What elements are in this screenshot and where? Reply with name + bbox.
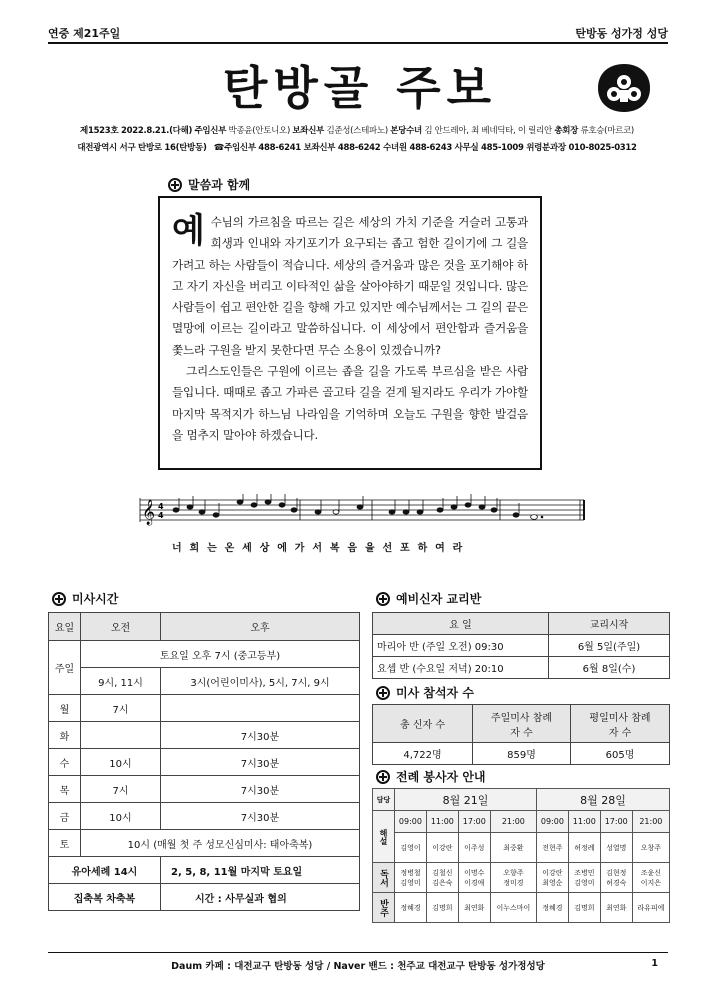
mass-col-pm: 오후 xyxy=(161,613,360,641)
drop-cap: 예 xyxy=(172,211,205,251)
time-1: 09:00 xyxy=(395,811,427,833)
organist-4: 이누스마이 xyxy=(490,893,536,923)
attendance-table xyxy=(372,704,670,765)
svg-text:𝄞: 𝄞 xyxy=(142,500,156,525)
president-name: 류호승(마르코) xyxy=(580,126,634,136)
footer-links: Daum 카페 : 대전교구 탄방동 성당 / Naver 밴드 : 천주교 대전교구 탄방동 성가정성당 xyxy=(171,961,545,972)
attendance-heading xyxy=(376,684,474,701)
att-col-sunday: 주일미사 참례자 수 xyxy=(473,705,571,743)
music-staff xyxy=(132,494,588,526)
commentator-1: 김영이 xyxy=(395,833,427,863)
att-sunday: 859명 xyxy=(473,743,571,765)
sister-names: 김 안드레아, 최 베네딕타, 이 릴리안 xyxy=(424,126,552,136)
prep-row2-start: 6월 8일(수) xyxy=(549,657,670,679)
issue-number: 제1523호 2022.8.21.(다해) xyxy=(80,126,193,136)
commentator-7: 성열명 xyxy=(600,833,632,863)
servers-date-2: 8월 28일 xyxy=(536,789,669,811)
address: 대전광역시 서구 탄방로 16(탄방동) xyxy=(77,143,207,153)
svg-text:4: 4 xyxy=(158,511,164,520)
friday-am: 10시 xyxy=(81,803,161,830)
mass-col-am: 오전 xyxy=(81,613,161,641)
commentator-4: 최중환 xyxy=(490,833,536,863)
lector-6: 조병민 김영미 xyxy=(568,863,600,893)
contact-info xyxy=(52,141,662,153)
prep-row1-start: 6월 5일(주일) xyxy=(549,635,670,657)
mass-col-day: 요일 xyxy=(49,613,81,641)
monday-pm xyxy=(161,695,360,722)
day-sunday: 주일 xyxy=(49,641,81,695)
page-number: 1 xyxy=(651,958,658,969)
day-wednesday: 수 xyxy=(49,749,81,776)
prep-col-start: 교리시작 xyxy=(549,613,670,635)
row-label-organist: 반주 xyxy=(373,893,395,923)
row-label-commentator: 해설 xyxy=(373,811,395,863)
time-8: 21:00 xyxy=(632,811,669,833)
infant-baptism-label: 유아세례 14시 xyxy=(49,857,161,884)
lector-4: 오향주 정미경 xyxy=(490,863,536,893)
tuesday-pm: 7시30분 xyxy=(161,722,360,749)
attendance-heading-text: 미사 참석자 수 xyxy=(396,686,474,700)
friday-pm: 7시30분 xyxy=(161,803,360,830)
lector-7: 김현정 허경숙 xyxy=(600,863,632,893)
thursday-pm: 7시30분 xyxy=(161,776,360,803)
servers-table xyxy=(372,788,670,923)
monday-am: 7시 xyxy=(81,695,161,722)
saturday-am: 10시 (매월 첫 주 성모신심미사: 태아축복) xyxy=(81,830,360,857)
lector-2: 김철신 김은숙 xyxy=(426,863,458,893)
reflection-paragraph-2: 그리스도인들은 구원에 이르는 좁을 길을 가도록 부르심을 받은 사람들입니다. 때때로 좁고 가파른 골고타 길을 걷게 될지라도 우리가 가야할 마지막 목적지가 하느님 나라임을 기억하며 오늘도 구원을 향한 발걸음을 멈추지 말아야 하겠습니다. xyxy=(172,364,528,442)
prep-heading xyxy=(376,590,481,607)
sunday-pm: 3시(어린이미사), 5시, 7시, 9시 xyxy=(161,668,360,695)
time-2: 11:00 xyxy=(426,811,458,833)
day-thursday: 목 xyxy=(49,776,81,803)
lector-3: 이명수 이경애 xyxy=(458,863,490,893)
pastor-name: 박종윤(안토니오) xyxy=(228,126,290,136)
wednesday-am: 10시 xyxy=(81,749,161,776)
organist-8: 라유피에 xyxy=(632,893,669,923)
tuesday-am xyxy=(81,722,161,749)
commentator-6: 허정례 xyxy=(568,833,600,863)
top-bar xyxy=(48,20,668,44)
assistant-label: 보좌신부 xyxy=(292,126,325,136)
servers-heading xyxy=(376,768,486,785)
sunday-sat-mass: 토요일 오후 7시 (중고등부) xyxy=(81,641,360,668)
commentator-3: 이주성 xyxy=(458,833,490,863)
mass-heading xyxy=(52,590,118,607)
infant-baptism-value: 2, 5, 8, 11월 마지막 토요일 xyxy=(161,857,360,884)
time-4: 21:00 xyxy=(490,811,536,833)
day-saturday: 토 xyxy=(49,830,81,857)
cross-icon xyxy=(168,178,182,192)
commentator-2: 이강란 xyxy=(426,833,458,863)
assistant-name: 김준성(스테파노) xyxy=(326,126,388,136)
servers-corner: 담당 xyxy=(373,789,395,811)
reflection-paragraph-1 xyxy=(172,212,528,361)
time-3: 17:00 xyxy=(458,811,490,833)
prep-row1-day: 마리아 반 (주일 오전) 09:30 xyxy=(373,635,549,657)
prep-row2-day: 요셉 반 (수요일 저녁) 20:10 xyxy=(373,657,549,679)
prep-col-day: 요 일 xyxy=(373,613,549,635)
liturgical-week: 연중 제21주일 xyxy=(48,27,121,40)
cross-icon xyxy=(52,592,66,606)
att-weekday: 605명 xyxy=(571,743,670,765)
att-col-total: 총 신자 수 xyxy=(373,705,473,743)
day-monday: 월 xyxy=(49,695,81,722)
wednesday-pm: 7시30분 xyxy=(161,749,360,776)
row-label-lector: 독서 xyxy=(373,863,395,893)
mass-schedule-table xyxy=(48,612,360,911)
att-total: 4,722명 xyxy=(373,743,473,765)
commentator-5: 전현주 xyxy=(536,833,568,863)
cross-icon xyxy=(376,770,390,784)
blessing-label: 집축복 차축복 xyxy=(49,884,161,911)
reflection-box xyxy=(158,196,542,470)
sunday-am: 9시, 11시 xyxy=(81,668,161,695)
sister-label: 본당수녀 xyxy=(390,126,422,136)
lector-1: 정병철 김영미 xyxy=(395,863,427,893)
organist-6: 김명희 xyxy=(568,893,600,923)
word-heading xyxy=(168,176,250,193)
word-heading-text: 말씀과 함께 xyxy=(188,178,251,192)
footer xyxy=(48,952,668,972)
organist-5: 정혜경 xyxy=(536,893,568,923)
mass-heading-text: 미사시간 xyxy=(72,592,119,606)
svg-text:4: 4 xyxy=(158,502,164,511)
time-5: 09:00 xyxy=(536,811,568,833)
organist-2: 김명희 xyxy=(426,893,458,923)
cross-icon xyxy=(376,592,390,606)
lector-8: 조윤신 이지은 xyxy=(632,863,669,893)
time-7: 17:00 xyxy=(600,811,632,833)
thursday-am: 7시 xyxy=(81,776,161,803)
president-label: 총회장 xyxy=(554,126,579,136)
servers-heading-text: 전례 봉사자 안내 xyxy=(396,770,486,784)
organist-7: 최연화 xyxy=(600,893,632,923)
organist-3: 최연화 xyxy=(458,893,490,923)
day-tuesday: 화 xyxy=(49,722,81,749)
servers-date-1: 8월 21일 xyxy=(395,789,537,811)
cross-icon xyxy=(376,686,390,700)
parish-name: 탄방동 성가정 성당 xyxy=(575,27,668,40)
hymn-lyrics: 너 희 는 온 세 상 에 가 서 복 음 을 선 포 하 여 라 xyxy=(172,543,465,554)
pastor-label: 주임신부 xyxy=(194,126,227,136)
time-6: 11:00 xyxy=(568,811,600,833)
reflection-text-1: 수님의 가르침을 따르는 길은 세상의 가치 기준을 거슬러 고통과 희생과 인내와 자기포기가 요구되는 좁고 험한 길이기에 그 길을 가려고 하는 사람들이 적습니다. 세상의 즐거움과 많은 것을 포기해야 하고 자기 자신을 버리고 이타적인 삶을 살아야하기 때문일 것입니다. 많은 사람들이 쉽고 편안한 길을 향해 가고 있지만 예수님께서는 그 길의 끝은 멸망에 이르는 길이라고 말씀하십니다. 이 세상에서 편안함과 즐거움을 쫓느라 구원을 받지 못한다면 무슨 소용이 있겠습니까? xyxy=(172,215,528,357)
catechumen-table xyxy=(372,612,670,679)
commentator-8: 오창주 xyxy=(632,833,669,863)
phone-numbers: ☎주임신부 488-6241 보좌신부 488-6242 수녀원 488-6243 사무실 485-1009 위령분과장 010-8025-0312 xyxy=(213,143,637,153)
staff-info xyxy=(52,124,662,136)
organist-1: 정혜경 xyxy=(395,893,427,923)
bulletin-title: 탄방골 주보 xyxy=(222,61,498,115)
parish-logo-icon xyxy=(594,60,654,116)
lector-5: 이강란 최영순 xyxy=(536,863,568,893)
day-friday: 금 xyxy=(49,803,81,830)
prep-heading-text: 예비신자 교리반 xyxy=(396,592,482,606)
att-col-weekday: 평일미사 참례자 수 xyxy=(571,705,670,743)
blessing-value: 시간 : 사무실과 협의 xyxy=(161,884,360,911)
